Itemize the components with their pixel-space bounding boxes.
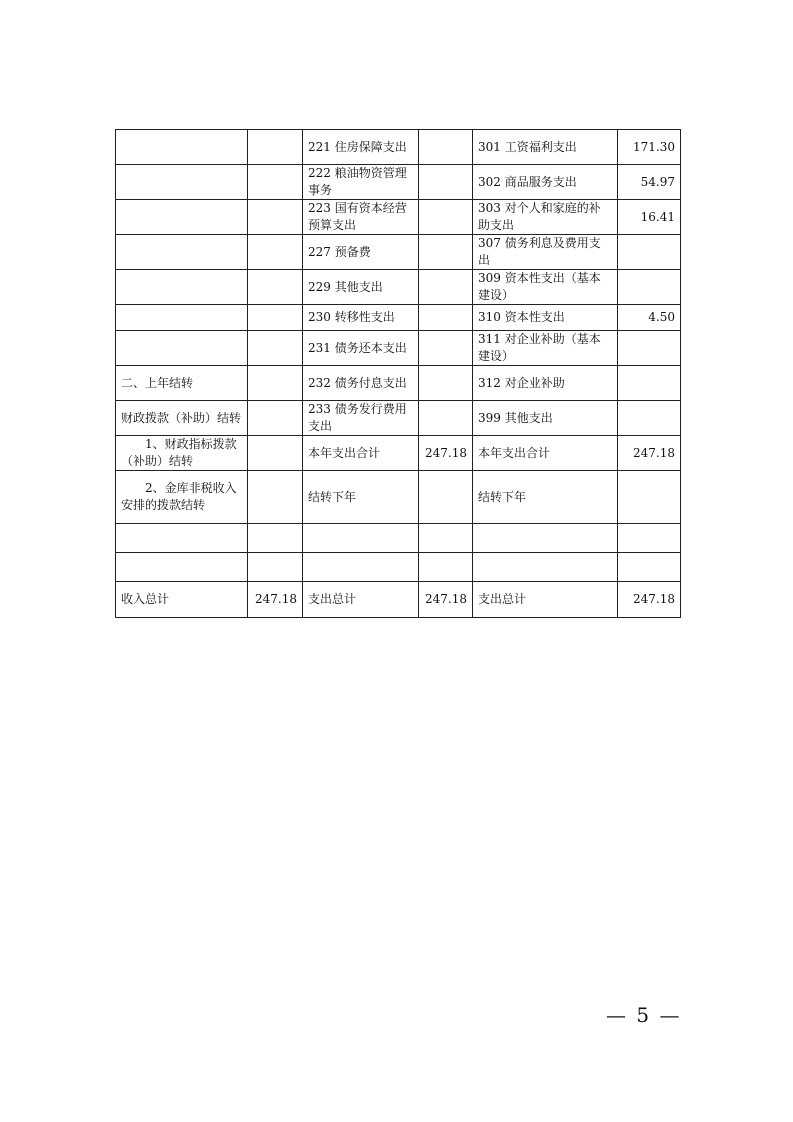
table-cell: 301 工资福利支出 <box>473 130 618 165</box>
table-cell: 223 国有资本经营预算支出 <box>303 200 419 235</box>
table-cell: 303 对个人和家庭的补助支出 <box>473 200 618 235</box>
table-cell <box>248 436 303 471</box>
table-cell <box>618 270 681 305</box>
table-cell: 结转下年 <box>473 471 618 524</box>
table-cell <box>618 331 681 366</box>
table-cell <box>303 524 419 553</box>
table-cell <box>618 401 681 436</box>
table-cell <box>419 130 473 165</box>
table-cell <box>473 553 618 582</box>
table-cell: 229 其他支出 <box>303 270 419 305</box>
table-cell: 233 债务发行费用支出 <box>303 401 419 436</box>
table-cell: 16.41 <box>618 200 681 235</box>
table-row <box>116 524 681 553</box>
table-row <box>116 331 681 366</box>
table-cell: 本年支出合计 <box>473 436 618 471</box>
table-cell: 247.18 <box>248 582 303 618</box>
table-cell <box>116 553 248 582</box>
table-cell: 310 资本性支出 <box>473 305 618 331</box>
table-cell: 302 商品服务支出 <box>473 165 618 200</box>
table-cell <box>618 471 681 524</box>
table-cell <box>116 331 248 366</box>
table-cell <box>303 553 419 582</box>
table-cell <box>419 553 473 582</box>
table-cell: 247.18 <box>419 436 473 471</box>
table-cell <box>248 130 303 165</box>
table-row <box>116 305 681 331</box>
table-cell <box>419 270 473 305</box>
table-cell: 2、金库非税收入安排的拨款结转 <box>116 471 248 524</box>
table-row <box>116 553 681 582</box>
table-cell <box>116 130 248 165</box>
table-cell: 231 债务还本支出 <box>303 331 419 366</box>
table-cell <box>618 553 681 582</box>
table-cell <box>248 366 303 401</box>
table-row <box>116 130 681 165</box>
table-cell <box>248 165 303 200</box>
table-cell <box>419 401 473 436</box>
table-cell <box>248 331 303 366</box>
table-cell: 222 粮油物资管理事务 <box>303 165 419 200</box>
table-cell: 399 其他支出 <box>473 401 618 436</box>
table-cell: 结转下年 <box>303 471 419 524</box>
table-cell: 1、财政指标拨款（补助）结转 <box>116 436 248 471</box>
table-cell <box>116 305 248 331</box>
table-cell <box>419 235 473 270</box>
table-cell <box>248 200 303 235</box>
table-cell: 54.97 <box>618 165 681 200</box>
table-row <box>116 471 681 524</box>
table-cell <box>419 200 473 235</box>
table-cell <box>618 524 681 553</box>
table-cell <box>116 200 248 235</box>
table-row <box>116 165 681 200</box>
table-cell: 支出总计 <box>303 582 419 618</box>
table-cell <box>248 401 303 436</box>
table-cell: 171.30 <box>618 130 681 165</box>
table-cell: 221 住房保障支出 <box>303 130 419 165</box>
page-number: — 5 — <box>606 1003 682 1027</box>
table-cell <box>116 524 248 553</box>
table-cell: 二、上年结转 <box>116 366 248 401</box>
table-cell <box>116 235 248 270</box>
table-cell <box>419 471 473 524</box>
table-cell <box>419 366 473 401</box>
table-cell <box>248 235 303 270</box>
budget-table <box>115 129 681 618</box>
table-cell <box>473 524 618 553</box>
table-cell <box>248 305 303 331</box>
table-cell: 232 债务付息支出 <box>303 366 419 401</box>
table-cell <box>248 553 303 582</box>
table-cell: 309 资本性支出（基本建设） <box>473 270 618 305</box>
table-cell: 本年支出合计 <box>303 436 419 471</box>
table-cell: 247.18 <box>618 436 681 471</box>
table-row <box>116 200 681 235</box>
table-row <box>116 582 681 618</box>
table-cell: 247.18 <box>419 582 473 618</box>
table-row <box>116 436 681 471</box>
table-cell: 收入总计 <box>116 582 248 618</box>
table-cell <box>618 366 681 401</box>
table-cell: 230 转移性支出 <box>303 305 419 331</box>
table-cell: 307 债务利息及费用支出 <box>473 235 618 270</box>
table-cell: 财政拨款（补助）结转 <box>116 401 248 436</box>
table-cell <box>116 165 248 200</box>
table-cell <box>419 331 473 366</box>
table-cell: 311 对企业补助（基本建设） <box>473 331 618 366</box>
table-cell: 4.50 <box>618 305 681 331</box>
table-cell <box>248 524 303 553</box>
table-cell <box>116 270 248 305</box>
table-row <box>116 270 681 305</box>
table-cell: 312 对企业补助 <box>473 366 618 401</box>
table-row <box>116 401 681 436</box>
table-cell: 227 预备费 <box>303 235 419 270</box>
table-cell <box>419 524 473 553</box>
table-row <box>116 366 681 401</box>
table-cell: 247.18 <box>618 582 681 618</box>
table-cell: 支出总计 <box>473 582 618 618</box>
table-cell <box>248 270 303 305</box>
table-row <box>116 235 681 270</box>
table-cell <box>618 235 681 270</box>
table-cell <box>419 305 473 331</box>
table-cell <box>248 471 303 524</box>
table-cell <box>419 165 473 200</box>
